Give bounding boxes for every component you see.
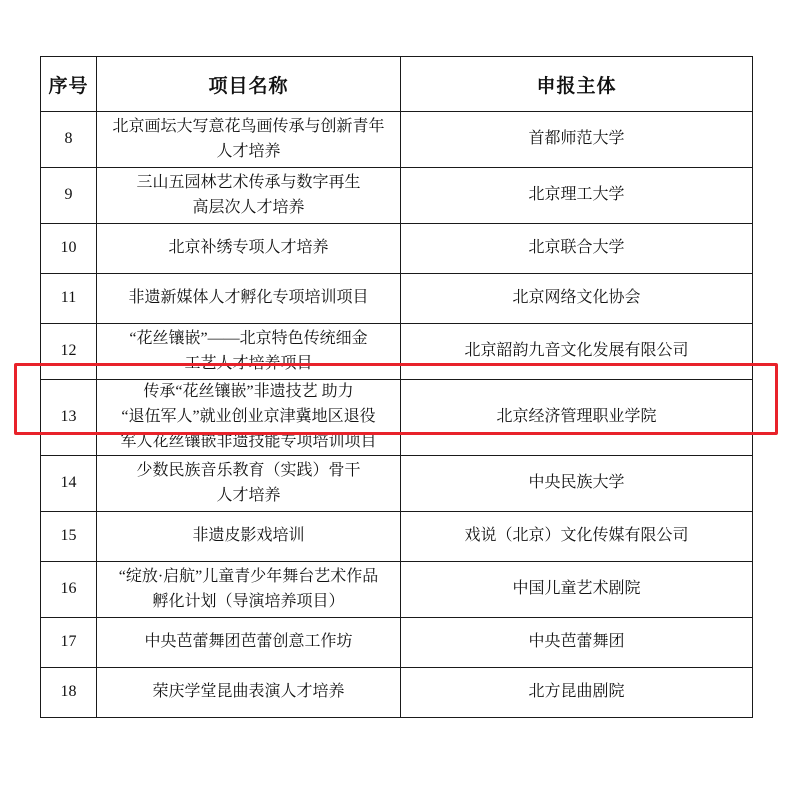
- table-header: [41, 57, 753, 112]
- organization-line: 北京经济管理职业学院: [496, 408, 657, 426]
- project-name-line: 三山五园林艺术传承与数字再生: [136, 173, 361, 191]
- organization-line: 北方昆曲剧院: [528, 683, 625, 701]
- row-organization: [401, 274, 753, 324]
- row-index: 18: [41, 668, 97, 718]
- row-organization: [401, 168, 753, 224]
- header-cell-name: 项目名称: [97, 57, 401, 112]
- row-organization: [401, 380, 753, 456]
- organization-line: 北京理工大学: [528, 186, 625, 204]
- organization-line: 北京联合大学: [528, 239, 625, 257]
- row-organization: [401, 456, 753, 512]
- table-row: [41, 456, 753, 512]
- row-project-name: [97, 112, 401, 168]
- row-organization: [401, 512, 753, 562]
- row-index: 16: [41, 562, 97, 618]
- row-index: 8: [41, 112, 97, 168]
- project-name-line: 工艺人才培养项目: [184, 354, 313, 372]
- project-name-line: “退伍军人”就业创业京津冀地区退役: [121, 408, 376, 426]
- table-body: [41, 112, 753, 718]
- row-organization: [401, 668, 753, 718]
- organization-line: 戏说（北京）文化传媒有限公司: [464, 527, 689, 545]
- row-project-name: [97, 668, 401, 718]
- organization-line: 北京韶韵九音文化发展有限公司: [464, 342, 689, 360]
- table-row: [41, 618, 753, 668]
- row-project-name: [97, 224, 401, 274]
- row-organization: [401, 324, 753, 380]
- row-index: 13: [41, 380, 97, 456]
- table-row: [41, 324, 753, 380]
- project-name-line: 孵化计划（导演培养项目）: [152, 592, 345, 610]
- project-name-line: 人才培养: [216, 142, 281, 160]
- row-index: 12: [41, 324, 97, 380]
- header-cell-org: 申报主体: [401, 57, 753, 112]
- organization-line: 中国儿童艺术剧院: [512, 580, 641, 598]
- table-row: [41, 274, 753, 324]
- table-row: [41, 512, 753, 562]
- table-row: [41, 112, 753, 168]
- table-row: [41, 668, 753, 718]
- project-name-line: 少数民族音乐教育（实践）骨干: [136, 461, 361, 479]
- project-name-line: “绽放·启航”儿童青少年舞台艺术作品: [118, 567, 379, 585]
- row-organization: [401, 224, 753, 274]
- table-row: [41, 224, 753, 274]
- organization-line: 中央民族大学: [528, 474, 625, 492]
- organization-line: 中央芭蕾舞团: [528, 633, 625, 651]
- row-organization: [401, 618, 753, 668]
- row-project-name: [97, 512, 401, 562]
- organization-line: 首都师范大学: [528, 130, 625, 148]
- row-index: 15: [41, 512, 97, 562]
- project-name-line: 人才培养: [216, 486, 281, 504]
- project-name-line: 高层次人才培养: [192, 198, 305, 216]
- row-index: 14: [41, 456, 97, 512]
- table-row-highlighted: [41, 380, 753, 456]
- project-name-line: 荣庆学堂昆曲表演人才培养: [152, 683, 345, 701]
- project-name-line: 中央芭蕾舞团芭蕾创意工作坊: [144, 633, 353, 651]
- row-project-name: [97, 380, 401, 456]
- row-index: 9: [41, 168, 97, 224]
- row-index: 10: [41, 224, 97, 274]
- row-project-name: [97, 274, 401, 324]
- project-name-line: 非遗皮影戏培训: [192, 527, 305, 545]
- row-index: 17: [41, 618, 97, 668]
- table-container: [40, 56, 752, 718]
- row-organization: [401, 562, 753, 618]
- table-row: [41, 562, 753, 618]
- row-project-name: [97, 618, 401, 668]
- project-name-line: 军人花丝镶嵌非遗技能专项培训项目: [120, 432, 377, 450]
- organization-line: 北京网络文化协会: [512, 289, 641, 307]
- header-row: [41, 57, 753, 112]
- row-organization: [401, 112, 753, 168]
- project-name-line: 北京画坛大写意花鸟画传承与创新青年: [112, 117, 385, 135]
- header-cell-index: 序号: [41, 57, 97, 112]
- project-name-line: 传承“花丝镶嵌”非遗技艺 助力: [143, 383, 354, 401]
- project-name-line: “花丝镶嵌”——北京特色传统细金: [129, 329, 368, 347]
- project-name-line: 非遗新媒体人才孵化专项培训项目: [128, 289, 369, 307]
- row-project-name: [97, 456, 401, 512]
- row-project-name: [97, 562, 401, 618]
- project-table: [40, 56, 753, 718]
- table-row: [41, 168, 753, 224]
- row-project-name: [97, 168, 401, 224]
- row-project-name: [97, 324, 401, 380]
- project-name-line: 北京补绣专项人才培养: [168, 239, 329, 257]
- row-index: 11: [41, 274, 97, 324]
